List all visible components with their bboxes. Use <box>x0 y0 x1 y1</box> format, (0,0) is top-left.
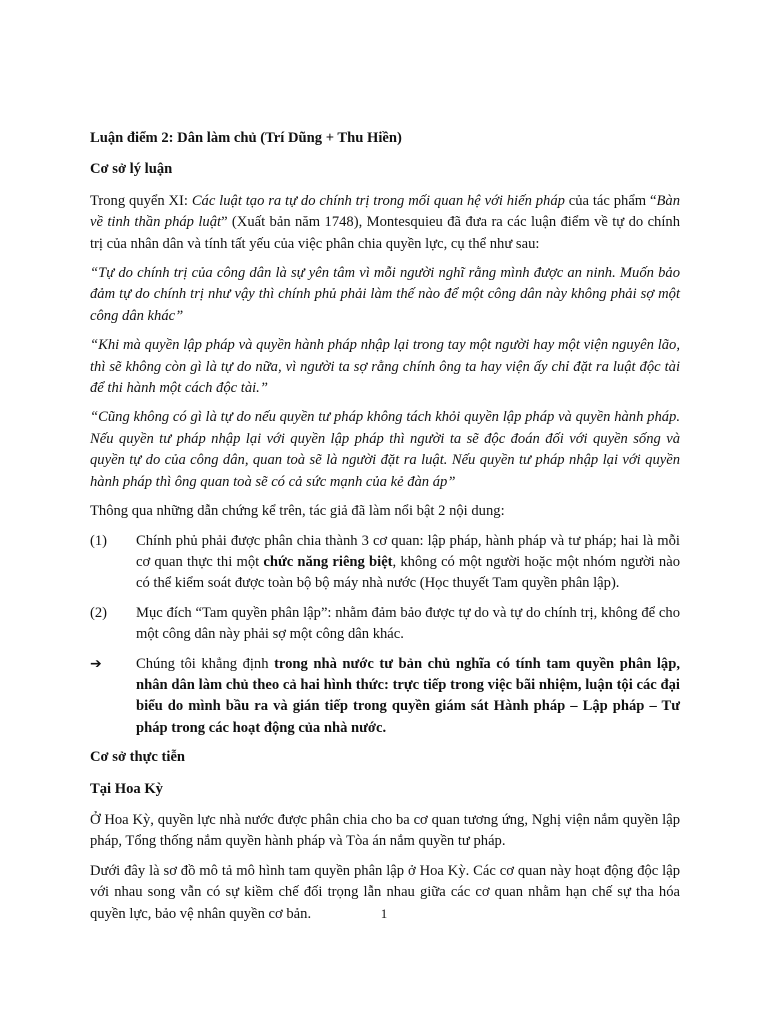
list-text: , không có một người hoặc một nhóm người nào có thể kiểm soát được toàn bộ bộ máy nhà nước (Học thuyết Tam quyền phân lập). <box>136 553 680 592</box>
intro-paragraph <box>90 191 680 255</box>
intro-text-e: ” (Xuất bản năm 1748), Montesquieu đã đưa ra các luận điểm về tự do chính trị của nhân dân và tính tất yếu của việc phân chia quyền lực, cụ thể như sau: <box>90 214 680 252</box>
section-title: Luận điểm 2: Dân làm chủ (Trí Dũng + Thu Hiền) <box>90 130 402 146</box>
quote-1: “Tự do chính trị của công dân là sự yên tâm vì mỗi người nghĩ rằng mình được an ninh. Muốn bảo đảm tự do chính trị như vậy thì chính phủ phải làm thế nào để một công dân này không phải sợ một công dân khác” <box>90 265 680 324</box>
list-item <box>90 531 680 595</box>
theory-heading: Cơ sở lý luận <box>90 161 173 178</box>
quote-2: “Khi mà quyền lập pháp và quyền hành pháp nhập lại trong tay một người hay một viện nguyên lão, thì sẽ không còn gì là tự do nữa, vì người ta sợ rằng chính ông ta hay viện ấy chỉ đặt ra luật độc tài để thi hành một cách độc tài.” <box>90 337 680 397</box>
usa-heading: Tại Hoa Kỳ <box>90 780 163 797</box>
list-item <box>90 603 680 646</box>
list-number: (2) <box>90 604 108 621</box>
intro-text-c: của tác phẩm “ <box>564 192 657 209</box>
conclusion-text: Chúng tôi khẳng định <box>136 655 275 672</box>
usa-paragraph-1: Ở Hoa Kỳ, quyền lực nhà nước được phân chia cho ba cơ quan tương ứng, Nghị viện nắm quyền lập pháp, Tổng thống nắm quyền hành pháp và Tòa án nắm quyền tư pháp. <box>90 811 680 850</box>
intro-text-a: Trong quyển XI: <box>90 192 192 209</box>
conclusion <box>90 654 680 740</box>
conclusion-body <box>136 654 680 740</box>
practice-heading: Cơ sở thực tiễn <box>90 749 186 766</box>
intro-work-title: Bàn về tinh thần pháp luật <box>90 192 680 231</box>
quote-3: “Cũng không có gì là tự do nếu quyền tư pháp không tách khỏi quyền lập pháp và quyền hành pháp. Nếu quyền tư pháp nhập lại với quyền lập pháp thì người ta sẽ độc đoán đối với quyền sống và quyền tự do của công dân, quan toà sẽ là người đặt ra luật. Nếu quyền tư pháp nhập lại với quyền hành pháp thì ông quan toà sẽ có cả sức mạnh của kẻ đàn áp” <box>90 409 680 490</box>
list-emphasis: chức năng riêng biệt <box>263 553 393 570</box>
document-page <box>90 128 680 933</box>
page-number: 1 <box>380 906 388 921</box>
usa-paragraph-2: Dưới đây là sơ đồ mô tả mô hình tam quyền phân lập ở Hoa Kỳ. Các cơ quan này hoạt động độc lập với nhau song vẫn có sự kiềm chế đối trọng lẫn nhau giữa các cơ quan nhằm hạn chế sự tha hóa quyền lực, bảo vệ nhân quyền cơ bản. <box>90 862 680 922</box>
intro-book-title: Các luật tạo ra tự do chính trị trong mối quan hệ với hiến pháp <box>191 192 565 209</box>
list-body <box>136 531 680 595</box>
list-body: Mục đích “Tam quyền phân lập”: nhằm đảm bảo được tự do và tự do chính trị, không để cho một công dân này phải sợ một công dân khác. <box>136 604 680 643</box>
summary-intro: Thông qua những dẫn chứng kể trên, tác giả đã làm nổi bật 2 nội dung: <box>90 503 505 520</box>
conclusion-emphasis: trong nhà nước tư bản chủ nghĩa có tính tam quyền phân lập, nhân dân làm chủ theo cả hai hình thức: trực tiếp trong việc bãi nhiệm, luận tội các đại biểu do mình bầu ra và gián tiếp trong quyền giám sát Hành pháp – Lập pháp – Tư pháp trong các hoạt động của nhà nước. <box>136 655 680 736</box>
list-text: Chính phủ phải được phân chia thành 3 cơ quan: lập pháp, hành pháp và tư pháp; hai là mỗi cơ quan thực thi một <box>136 532 680 570</box>
list-number: (1) <box>90 532 108 549</box>
arrow-right-icon: ➔ <box>90 655 102 672</box>
